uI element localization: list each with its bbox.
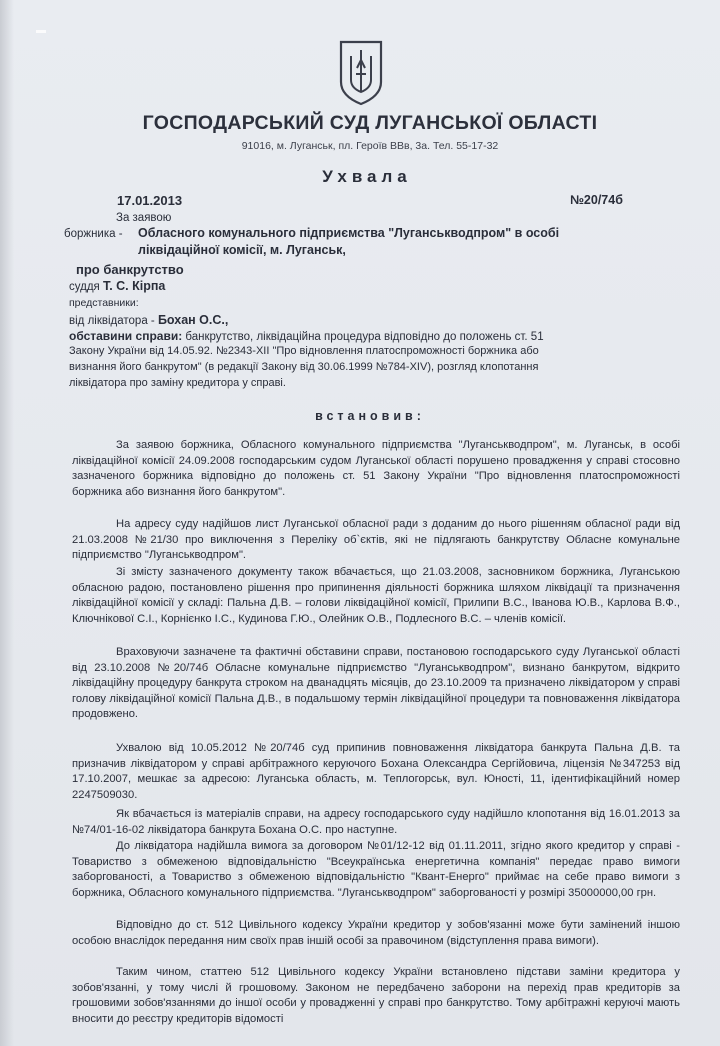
debtor-line-1: Обласного комунального підприємства "Луганськводпром" в особі [138,226,560,240]
circumstances-line-2: Закону України від 14.05.92. №2343-XII "Про відновлення платоспроможності боржника або [69,345,539,357]
court-name: ГОСПОДАРСЬКИЙ СУД ЛУГАНСЬКОЇ ОБЛАСТІ [142,112,598,134]
paragraph: За заявою боржника, Обласного комунального підприємства "Луганськводпром", м. Луганськ, в особі ліквідаційної комісії 24.09.2008 господарським судом Луганської області порушено провадження у справі стосовно зазначеного боржника відповідно до положень ст. 51 Закону України "Про відновлення платоспроможності боржника або визнання його банкрутом". [72,439,680,498]
paragraph: Зі змісту зазначеного документу також вбачається, що 21.03.2008, засновником боржника, Луганською обласною радою, постановлено рішення про припинення діяльності боржника шляхом ліквідації та призначення ліквідаційної комісії у складі: Пальна Д.В. – голови ліквідаційної комісії, Прилипи В.С., Іванова Ю.В., Карлова В.Ф., Ключнікової С.І., Корнієнко І.С., Кудинова Г.Ю., Олейник О.В., Подлесного В.С. – членів комісії. [72,566,680,625]
paragraph: Відповідно до ст. 512 Цивільного кодексу України кредитор у зобов'язанні може бути замінений іншою особою внаслідок передання ним своїх прав іншій особі за правочином (відступлення права вимоги). [72,919,680,947]
paragraph: Ухвалою від 10.05.2012 №20/74б суд припинив повноваження ліквідатора банкрута Пальна Д.В. та призначив ліквідатором у справі арбітражного керуючого Бохана Олександра Сергійовича, ліцензія №347253 від 17.10.2007, мешкає за адресою: Луганська область, м. Теплогорськ, вул. Юності, 11, ідентифікаційний номер 2247509030. [72,742,680,801]
liquidator-row [69,313,228,327]
paragraph: Таким чином, статтею 512 Цивільного кодексу України встановлено підстави заміни кредитора у зобов'язанні, у тому числі й грошовому. Законом не передбачено заборони на перехід прав кредиторів за грошовими зобов'язаннями до іншої особи у провадженні у справі про банкрутство. Тому арбітражні керуючі мають вносити до реєстру кредиторів відомості [72,966,680,1025]
paragraph: Враховуючи зазначене та фактичні обставини справи, постановою господарського суду Луганської області від 23.10.2008 №20/74б Обласне комунальне підприємство "Луганськводпром", визнано банкрутом, відкрито ліквідаційну процедуру банкрута строком на дванадцять місяців, до 23.10.2009 та призначено ліквідатором у справі голову ліквідаційної комісії Пальна Д.В., в подальшому термін ліквідаційної процедури та повноваження ліквідатора продовжено. [72,646,680,721]
application-label: За заявою [116,212,172,224]
liquidator-label: від ліквідатора - [69,315,155,327]
paragraph: До ліквідатора надійшла вимога за договором №01/12-12 від 01.11.2011, згідно якого кредитор у справі - Товариство з обмеженою відповідальністю "Всеукраїнська енергетична компанія" передає право вимоги заборгованості, а Товариство з обмеженою відповідальністю "Квант-Енерго" приймає на себе право вимоги з боржника, Обласного комунального підприємства. "Луганськводпром" заборгованості у розмірі 35000000,00 грн. [72,840,680,899]
circumstances-row [69,329,544,343]
document-date: 17.01.2013 [117,193,183,208]
case-subject: про банкрутство [76,262,184,277]
judge-label: суддя [69,281,100,293]
judge-row [69,279,165,293]
circumstances-line-1: банкрутство, ліквідаційна процедура відповідно до положень ст. 51 [185,331,544,343]
case-number: №20/74б [570,193,623,207]
scan-mark [36,30,46,33]
court-address: 91016, м. Луганськ, пл. Героїв ВВв, 3а. Тел. 55-17-32 [241,140,499,152]
liquidator-name: Бохан О.С., [157,313,229,327]
circumstances-label: обставини справи: [69,329,183,343]
scan-edge-shadow [0,0,14,1046]
document-title: Ухвала [322,167,412,186]
coat-of-arms-icon [337,38,385,108]
representatives-label: представники: [69,297,139,309]
debtor-line-2: ліквідаційної комісії, м. Луганськ, [138,243,346,257]
established-heading: встановив: [315,409,425,423]
circumstances-line-4: ліквідатора про заміну кредитора у справі. [69,377,286,389]
circumstances-line-3: визнання його банкрутом" (в редакції Закону від 30.06.1999 №784-XIV), розгляд клопотання [69,361,539,373]
paragraph: На адресу суду надійшов лист Луганської обласної ради з доданим до нього рішенням обласної ради від 21.03.2008 №21/30 про виключення з Переліку об`єктів, які не підлягають банкрутству Обласне комунальне підприємство "Луганськводпром". [72,518,680,562]
judge-name: Т. С. Кірпа [102,279,166,293]
paragraph: Як вбачається із матеріалів справи, на адресу господарського суду надійшло клопотання від 16.01.2013 за №74/01-16-02 ліквідатора банкрута Бохана О.С. про наступне. [72,808,680,836]
debtor-label: боржника - [64,228,123,240]
